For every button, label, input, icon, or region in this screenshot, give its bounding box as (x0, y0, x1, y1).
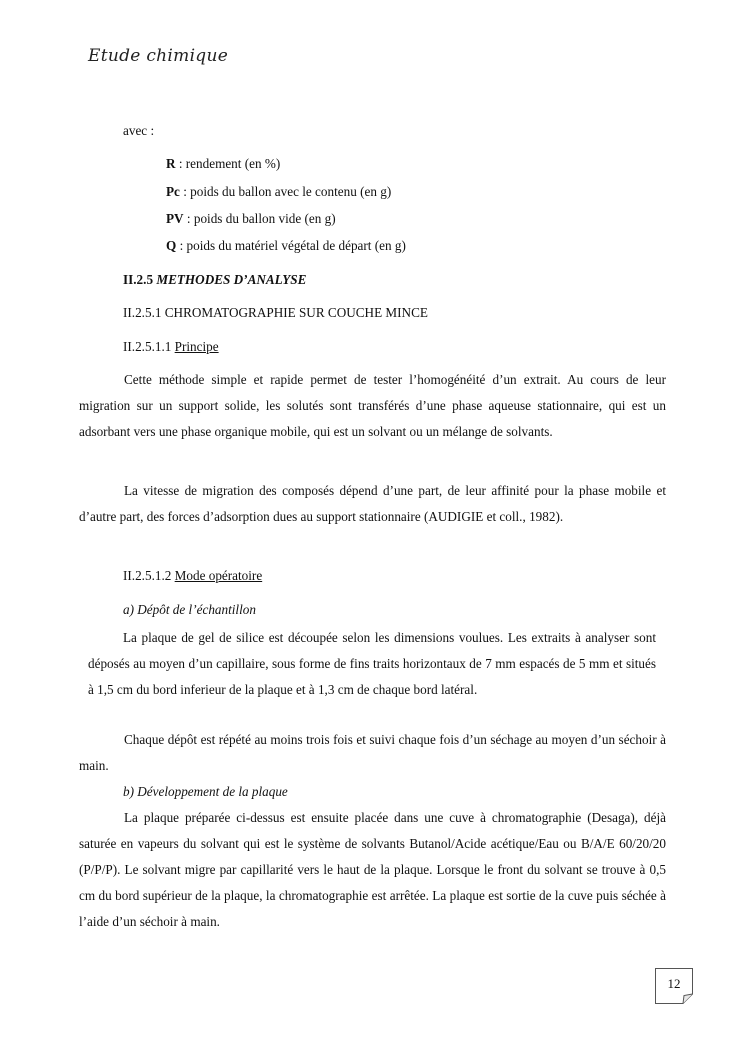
definition-term: PV (166, 211, 184, 226)
developpement-subheading: b) Développement de la plaque (123, 784, 288, 799)
depot-paragraph-1: La plaque de gel de silice est découpée selon les dimensions voulues. Les extraits à analyser sont déposés au moyen d’un capillaire, sous forme de fins traits horizontaux de 7 mm espacés de 5 mm et situés à 1,5 cm du bord inferieur de la plaque et à 1,3 cm de chaque bord latéral. (88, 630, 656, 697)
avec-label: avec : (123, 123, 155, 138)
depot-subheading: a) Dépôt de l’échantillon (123, 602, 256, 617)
mode-label: Mode opératoire (174, 568, 263, 583)
depot-paragraph-2: Chaque dépôt est répété au moins trois fois et suivi chaque fois d’un séchage au moyen d’un séchoir à main. (79, 732, 666, 773)
definition-desc: : poids du ballon vide (en g) (183, 211, 336, 226)
definition-r (166, 156, 280, 172)
section-title: METHODES D’ANALYSE (156, 272, 307, 287)
principe-number: II.2.5.1.1 (123, 339, 175, 354)
page-number-box (655, 968, 693, 1004)
definition-term: Pc (166, 184, 180, 199)
definition-term: R (166, 156, 176, 171)
definition-pv (166, 211, 336, 227)
section-heading (123, 272, 306, 288)
principe-paragraph-1: Cette méthode simple et rapide permet de tester l’homogénéité d’un extrait. Au cours de leur migration sur un support solide, les solutés sont transférés d’une phase aqueuse stationnaire, qui est un adsorbant vers une phase organique mobile, qui est un solvant ou un mélange de solvants. (79, 372, 666, 439)
section-number: II.2.5 (123, 272, 154, 287)
developpement-paragraph: La plaque préparée ci-dessus est ensuite placée dans une cuve à chromatographie (Desaga), déjà saturée en vapeurs du solvant qui est le système de solvants Butanol/Acide acétique/Eau ou B/A/E 60/20/20 (P/P/P). Le solvant migre par capillarité vers le haut de la plaque. Lorsque le front du solvant se trouve à 0,5 cm du bord supérieur de la plaque, la chromatographie est arrêtée. La plaque est sortie de la cuve puis séchée à l’aide d’un séchoir à main. (79, 810, 666, 929)
definition-desc: : poids du ballon avec le contenu (en g) (179, 184, 392, 199)
running-header: Etude chimique (88, 46, 229, 66)
definition-term: Q (166, 238, 177, 253)
definition-q (166, 238, 406, 254)
mode-number: II.2.5.1.2 (123, 568, 175, 583)
principe-paragraph-2: La vitesse de migration des composés dépend d’une part, de leur affinité pour la phase mobile et d’autre part, des forces d’adsorption dues au support stationnaire (AUDIGIE et coll., 1982). (79, 483, 666, 524)
definition-pc (166, 184, 391, 200)
subsection-heading: II.2.5.1 CHROMATOGRAPHIE SUR COUCHE MINCE (123, 305, 428, 320)
page-number: 12 (667, 976, 681, 991)
definition-desc: : rendement (en %) (175, 156, 281, 171)
principe-heading (123, 339, 219, 355)
mode-heading (123, 568, 262, 584)
definition-desc: : poids du matériel végétal de départ (en g) (176, 238, 406, 253)
principe-label: Principe (174, 339, 219, 354)
